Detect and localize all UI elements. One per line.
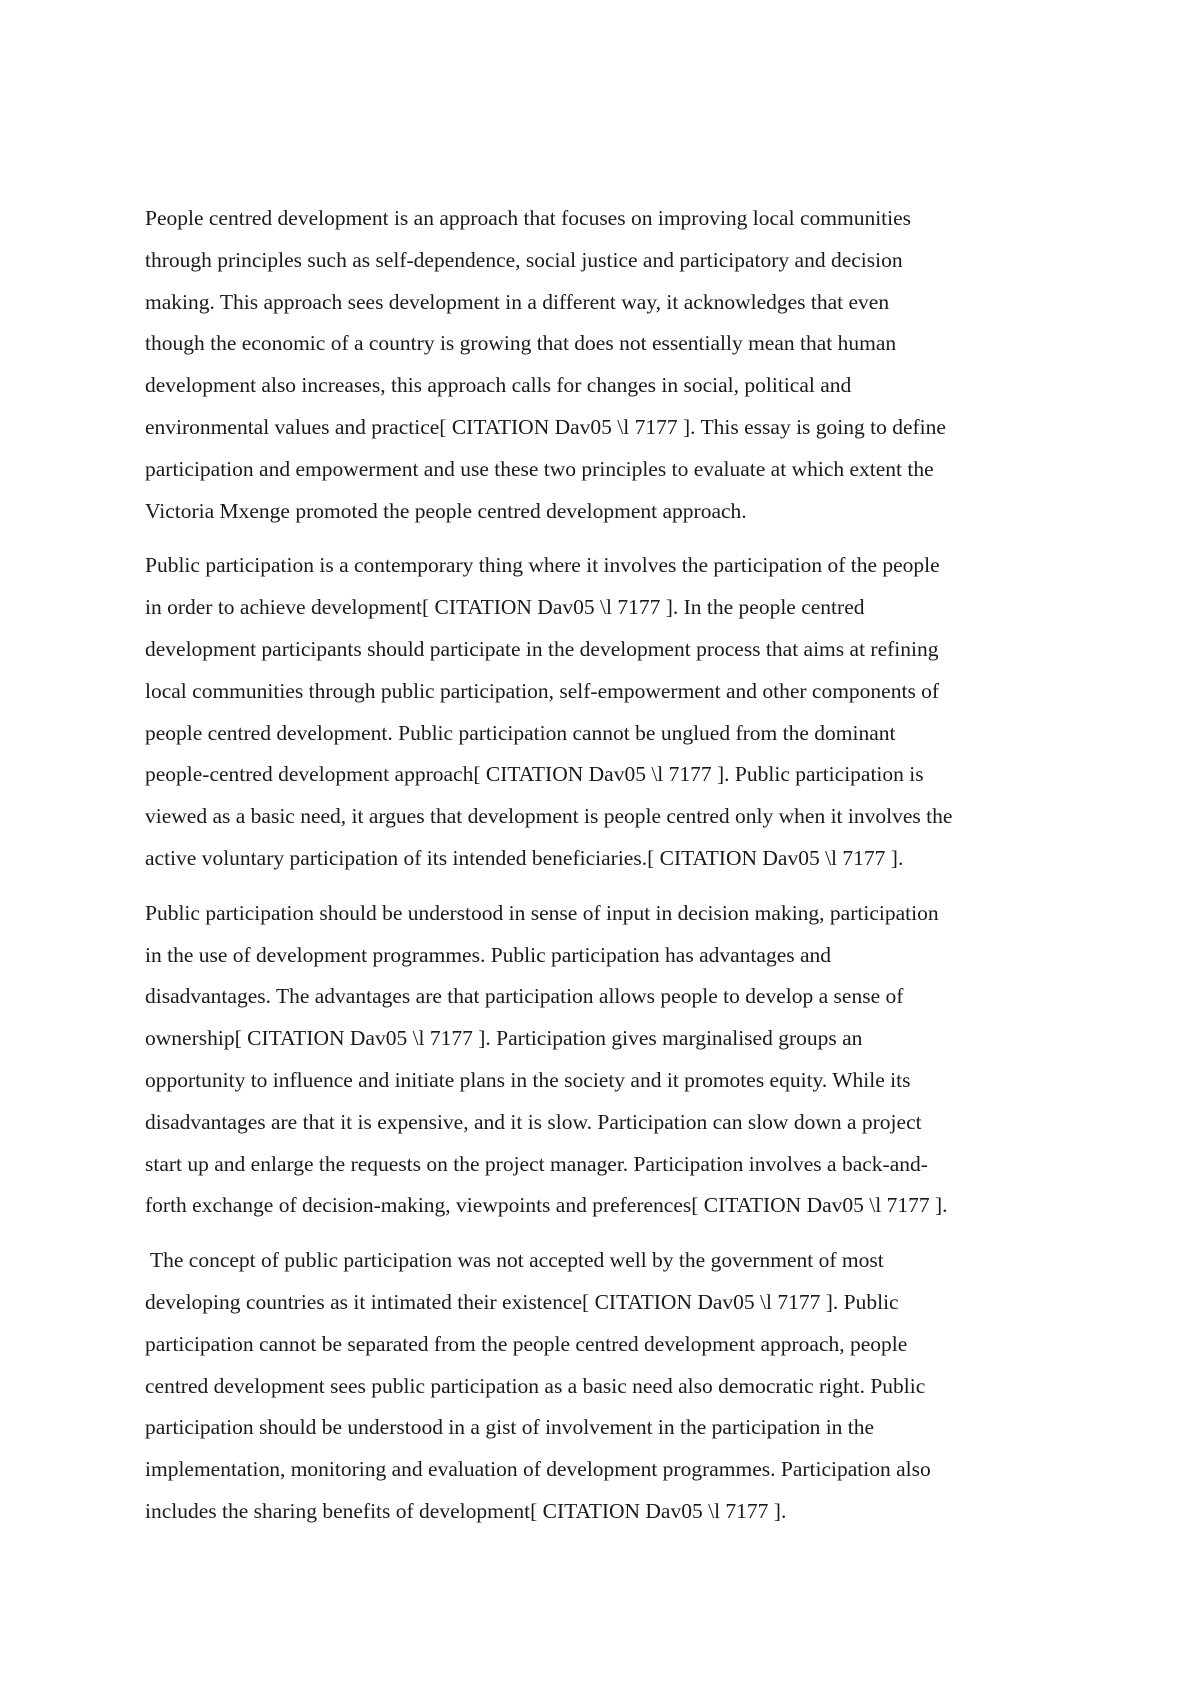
- text-line: through principles such as self-dependence, social justice and participatory and decision: [145, 247, 903, 272]
- text-line: disadvantages are that it is expensive, and it is slow. Participation can slow down a project: [145, 1109, 922, 1134]
- paragraph-3: [145, 893, 1075, 1227]
- text-line: disadvantages. The advantages are that participation allows people to develop a sense of: [145, 984, 904, 1009]
- text-line: People centred development is an approach that focuses on improving local communities: [145, 206, 912, 230]
- text-line: participation should be understood in a gist of involvement in the participation in the: [145, 1415, 875, 1440]
- paragraph-spacing: [145, 880, 1075, 893]
- text-line: centred development sees public participation as a basic need also democratic right. Public: [145, 1373, 926, 1398]
- text-line: participation and empowerment and use these two principles to evaluate at which extent the: [145, 456, 934, 481]
- text-line: includes the sharing benefits of development[ CITATION Dav05 \l 7177 ].: [145, 1498, 787, 1523]
- text-line: Public participation is a contemporary thing where it involves the participation of the people: [145, 553, 940, 578]
- text-line: developing countries as it intimated their existence[ CITATION Dav05 \l 7177 ]. Public: [145, 1289, 899, 1314]
- text-line: participation cannot be separated from the people centred development approach, people: [145, 1331, 908, 1356]
- text-line: ownership[ CITATION Dav05 \l 7177 ]. Participation gives marginalised groups an: [145, 1026, 863, 1051]
- paragraph-1: [145, 198, 1075, 532]
- text-line: development participants should participate in the development process that aims at refining: [145, 636, 939, 661]
- text-line: opportunity to influence and initiate plans in the society and it promotes equity. While its: [145, 1067, 911, 1092]
- text-line: in the use of development programmes. Public participation has advantages and: [145, 942, 832, 967]
- text-line: development also increases, this approach calls for changes in social, political and: [145, 373, 852, 398]
- text-line: environmental values and practice[ CITATION Dav05 \l 7177 ]. This essay is going to define: [145, 414, 946, 439]
- text-line: though the economic of a country is growing that does not essentially mean that human: [145, 331, 897, 356]
- text-line: viewed as a basic need, it argues that development is people centred only when it involves the: [145, 804, 953, 829]
- text-line: start up and enlarge the requests on the project manager. Participation involves a back-and-: [145, 1151, 928, 1176]
- text-line: The concept of public participation was not accepted well by the government of most: [145, 1248, 884, 1273]
- text-line: people-centred development approach[ CITATION Dav05 \l 7177 ]. Public participation is: [145, 762, 924, 787]
- text-line: Public participation should be understood in sense of input in decision making, participation: [145, 900, 939, 925]
- text-line: implementation, monitoring and evaluation of development programmes. Participation also: [145, 1457, 931, 1482]
- paragraph-2: [145, 545, 1075, 879]
- text-line: Victoria Mxenge promoted the people centred development approach.: [145, 498, 747, 523]
- text-line: in order to achieve development[ CITATION Dav05 \l 7177 ]. In the people centred: [145, 595, 865, 620]
- text-line: forth exchange of decision-making, viewpoints and preferences[ CITATION Dav05 \l 7177 ].: [145, 1193, 948, 1218]
- paragraph-4: [145, 1240, 1075, 1533]
- text-line: making. This approach sees development in a different way, it acknowledges that even: [145, 289, 890, 314]
- document-body: [145, 198, 1075, 1533]
- text-line: local communities through public participation, self-empowerment and other components of: [145, 678, 940, 703]
- paragraph-spacing: [145, 532, 1075, 545]
- text-line: people centred development. Public participation cannot be unglued from the dominant: [145, 720, 896, 745]
- text-line: active voluntary participation of its intended beneficiaries.[ CITATION Dav05 \l 7177 ].: [145, 845, 904, 870]
- paragraph-spacing: [145, 1227, 1075, 1240]
